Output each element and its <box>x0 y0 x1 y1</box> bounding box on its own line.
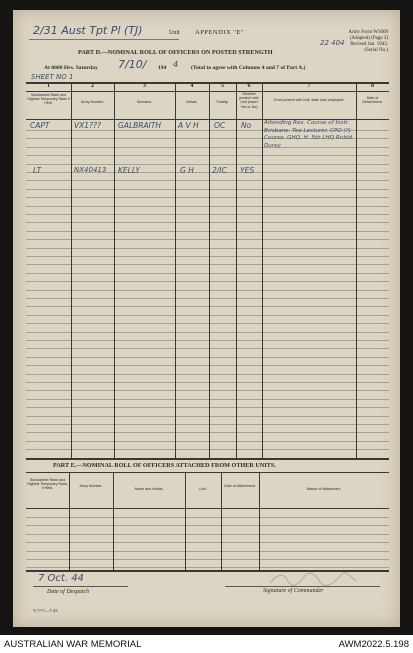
ruled-line <box>26 542 389 543</box>
ruled-line <box>26 332 389 333</box>
ruled-line <box>26 256 389 257</box>
column-header-initials: Initials. <box>186 100 198 104</box>
column-header-detachment-date: Date of Detachment. <box>362 96 383 105</box>
form-ref-line: Army Form W3009 <box>348 30 388 35</box>
column-number: 7 <box>307 83 311 89</box>
appendix-label: APPENDIX "E" <box>195 29 245 36</box>
ruled-line <box>26 374 389 375</box>
column-header-army-number: Army Number. <box>81 100 104 104</box>
ruled-line <box>26 231 389 232</box>
column-header-unit: Unit. <box>199 487 207 491</box>
row-rank: LT <box>33 166 42 175</box>
part-e-title: PART E.—NOMINAL ROLL OF OFFICERS ATTACHED FROM OTHER UNITS. <box>53 462 276 469</box>
form-ref-line: (Adapted) (Page 2) <box>349 36 388 41</box>
catalogue-number: AWM2022.5.198 <box>338 638 409 650</box>
ruled-line <box>26 315 389 316</box>
ruled-line <box>26 348 389 349</box>
row-surname: KELLY <box>118 166 140 175</box>
column-number: 6 <box>247 83 251 89</box>
year-handwritten: 4 <box>173 60 179 69</box>
ruled-line <box>26 290 389 291</box>
form-reference <box>348 30 388 54</box>
column-header-name: Name and Initials. <box>134 487 164 491</box>
row-surname: GALBRAITH <box>118 121 162 130</box>
ruled-line <box>26 180 389 181</box>
ruled-line <box>26 567 389 568</box>
column-header-facility: Facility. <box>216 100 229 104</box>
ruled-line <box>26 239 389 240</box>
form-ref-line: Revised Jan. 1943. <box>350 42 388 47</box>
row-employment: Attending Res. Course of Instr. Brisbane. Tea Lecturer. CPO (?) Course. GHQ. H. 5th LHQ Rnbld. Durey <box>264 120 354 149</box>
column-header-employment: If not present with Unit, state how employed. <box>273 98 345 102</box>
ruled-line <box>26 264 389 265</box>
column-number: 3 <box>143 83 146 89</box>
despatch-date-line <box>33 586 128 587</box>
ruled-line <box>26 298 389 299</box>
column-number: 8 <box>371 83 374 89</box>
part-e-header-border <box>26 508 389 509</box>
row-present: No <box>241 121 252 130</box>
column-number: 2 <box>91 83 94 89</box>
row-army-number: NX40413 <box>74 166 107 174</box>
ruled-line <box>26 432 389 433</box>
ruled-line <box>26 206 389 207</box>
column-header-rank: Substantive Rank and Highest Temporary Rank if Held. <box>27 93 70 106</box>
date-prefix: At 0600 Hrs. Saturday <box>44 65 98 71</box>
ruled-line <box>26 551 389 552</box>
ruled-line <box>26 525 389 526</box>
ruled-line <box>26 399 389 400</box>
despatch-date-handwritten: 7 Oct. 44 <box>38 573 84 584</box>
date-year-prefix: 194 <box>158 65 167 71</box>
date-handwritten: 7/10/ <box>118 58 147 71</box>
ruled-line <box>26 248 389 249</box>
row-initials: G H <box>180 166 194 175</box>
ruled-line <box>26 340 389 341</box>
ruled-line <box>26 517 389 518</box>
unit-handwritten: 2/31 Aust Tpt Pl (TJ) <box>33 24 143 37</box>
ruled-line <box>26 357 389 358</box>
unit-label: Unit <box>169 30 180 36</box>
ruled-line <box>26 416 389 417</box>
institution-name: AUSTRALIAN WAR MEMORIAL <box>4 638 142 650</box>
row-rank: CAPT <box>30 121 50 130</box>
ruled-line <box>26 390 389 391</box>
column-header-army-number: Army Number. <box>79 484 103 488</box>
part-d-bottom-border <box>26 458 389 460</box>
row-present: YES <box>240 166 255 175</box>
row-facility: 2/IC <box>212 166 227 175</box>
ruled-line <box>26 559 389 560</box>
form-ref-line: (Serial No.) <box>364 48 388 53</box>
ruled-line <box>26 155 389 156</box>
printer-note: Y.????—7-43 <box>33 608 58 613</box>
ruled-line <box>26 449 389 450</box>
sheet-note: SHEET NO 1 <box>31 73 74 81</box>
ruled-line <box>26 365 389 366</box>
row-army-number: VX1??? <box>74 121 101 130</box>
column-number: 5 <box>221 83 224 89</box>
ruled-line <box>26 273 389 274</box>
serial-handwritten: 22 404 <box>320 39 345 47</box>
ruled-line <box>26 323 389 324</box>
commander-signature <box>268 571 358 587</box>
ruled-line <box>26 214 389 215</box>
ruled-line <box>26 222 389 223</box>
commander-signature-label: Signature of Commander <box>263 588 324 594</box>
column-header-rank: Substantive Rank and Highest Temporary Rank, if Held. <box>27 478 68 491</box>
unit-underline <box>29 39 179 40</box>
column-number: 4 <box>190 83 194 89</box>
part-e-top-border <box>26 472 389 473</box>
column-header-attachment-date: Date of Attachment. <box>224 484 256 488</box>
ruled-line <box>26 534 389 535</box>
archive-footer <box>0 635 413 653</box>
ruled-line <box>26 189 389 190</box>
ruled-line <box>26 407 389 408</box>
ruled-line <box>26 306 389 307</box>
despatch-date-label: Date of Despatch <box>47 589 89 595</box>
part-d-colnum-border <box>26 91 389 92</box>
row-facility: OC <box>214 121 226 130</box>
ruled-line <box>26 281 389 282</box>
document-page <box>13 10 400 627</box>
column-header-surname: Surname. <box>136 100 153 104</box>
column-number: 1 <box>47 83 50 89</box>
column-header-attachment-nature: Nature of Attachment. <box>306 487 342 491</box>
total-note: (Total to agree with Columns 4 and 7 of Part A.) <box>191 65 306 71</box>
column-header-present: Whether present with Unit (insert Yes or No) <box>239 92 259 109</box>
row-initials: A V H <box>178 121 199 130</box>
ruled-line <box>26 441 389 442</box>
ruled-line <box>26 164 389 165</box>
part-d-title: PART D.—NOMINAL ROLL OF OFFICERS ON POSTED STRENGTH <box>78 49 273 56</box>
ruled-line <box>26 424 389 425</box>
ruled-line <box>26 382 389 383</box>
ruled-line <box>26 197 389 198</box>
